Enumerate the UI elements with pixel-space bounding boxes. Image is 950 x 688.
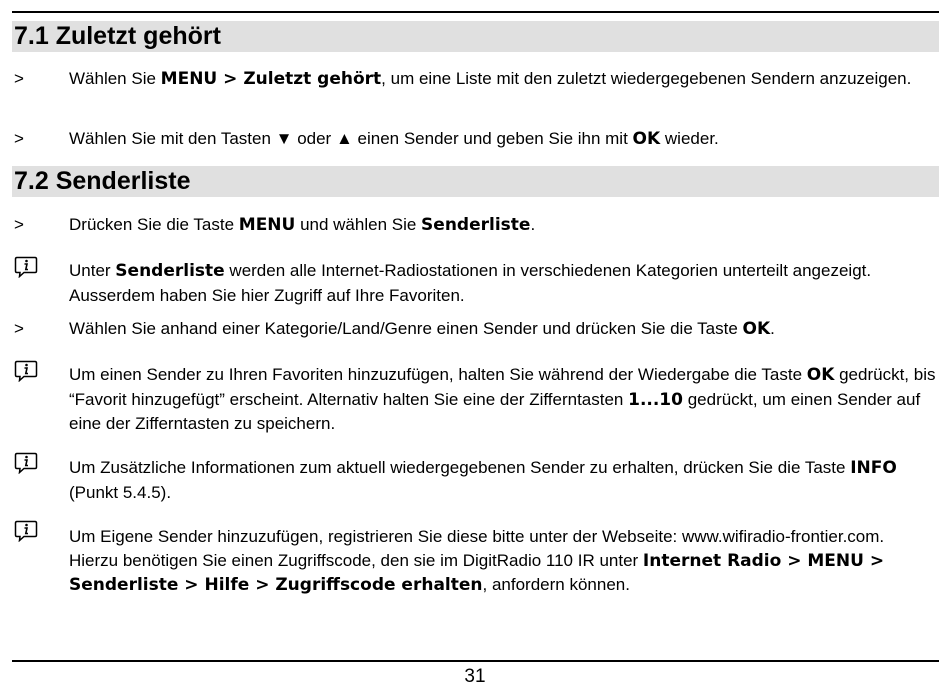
text-run: Um einen Sender zu Ihren Favoriten hinzuzufügen, halten Sie während der Wiedergabe die Taste — [69, 365, 807, 384]
text-run: gedrückt, um einen Sender auf eine der Zifferntasten zu speichern. — [69, 389, 921, 433]
bold-run: Internet Radio > MENU > Senderliste > Hilfe > Zugriffscode erhalten — [69, 550, 885, 595]
step-text — [69, 317, 937, 342]
text-run: Drücken Sie die Taste — [69, 215, 239, 234]
step-marker: > — [14, 129, 24, 148]
info-text — [69, 259, 937, 307]
top-rule — [12, 11, 939, 13]
step-marker: > — [14, 69, 24, 88]
bold-run: 1...10 — [628, 389, 683, 410]
bold-run: Senderliste — [115, 261, 225, 281]
info-text — [69, 456, 937, 504]
info-text — [69, 363, 937, 436]
section-heading-7-1: 7.1 Zuletzt gehört — [12, 21, 939, 52]
bold-run: MENU — [238, 215, 296, 235]
bold-run: MENU > Zuletzt gehört — [160, 69, 382, 89]
text-run: werden alle Internet-Radiostationen in verschiedenen Kategorien unterteilt angezeigt. Ausserdem haben Sie hier Zugriff auf Ihre Favoriten. — [69, 261, 872, 305]
info-text — [69, 525, 937, 598]
section-heading-7-2: 7.2 Senderliste — [12, 166, 939, 197]
step-text — [69, 213, 937, 238]
text-run: (Punkt 5.4.5). — [69, 482, 172, 502]
step-text — [69, 67, 937, 92]
step-marker: > — [14, 319, 24, 338]
text-run: . — [530, 215, 536, 234]
info-note-icon — [14, 256, 38, 278]
text-run: , anfordern können. — [482, 575, 630, 594]
bold-run: Senderliste — [421, 215, 531, 235]
arrow-up-icon: ▲ — [335, 129, 353, 148]
step-text — [69, 127, 937, 152]
text-run: und wählen Sie — [295, 215, 422, 234]
info-note-icon — [14, 452, 38, 474]
bottom-rule — [12, 660, 939, 662]
text-run: Wählen Sie — [69, 69, 161, 88]
text-run: Um Zusätzliche Informationen zum aktuell wiedergegebenen Sender zu erhalten, drücken Sie die Taste — [69, 458, 851, 477]
arrow-down-icon: ▼ — [275, 129, 293, 148]
text-run: , um eine Liste mit den zuletzt wiedergegebenen Sendern anzuzeigen. — [381, 69, 912, 88]
text-run: gedrückt, bis “Favorit hinzugefügt” erscheint. Alternativ halten Sie eine der Zifferntasten — [69, 365, 936, 409]
step-marker: > — [14, 215, 24, 234]
text-run: Wählen Sie mit den Tasten — [69, 129, 276, 148]
text-run: einen Sender und geben Sie ihn mit — [352, 129, 633, 148]
page-number: 31 — [464, 666, 486, 687]
text-run: Um Eigene Sender hinzuzufügen, registrieren Sie diese bitte unter der Webseite: www.wifiradio-frontier.com. Hierzu benötigen Sie einen Zugriffscode, den sie im DigitRadio 110 IR unter — [69, 527, 885, 570]
text-run: . — [770, 319, 775, 338]
text-run: oder — [292, 129, 336, 148]
text-run: Wählen Sie anhand einer Kategorie/Land/Genre einen Sender und drücken Sie die Taste — [69, 319, 743, 338]
bold-run: INFO — [850, 458, 897, 478]
bold-run: OK — [632, 129, 661, 149]
info-note-icon — [14, 360, 38, 382]
text-run: Unter — [69, 261, 116, 280]
bold-run: OK — [742, 319, 771, 339]
bold-run: OK — [806, 365, 835, 385]
info-note-icon — [14, 520, 38, 542]
text-run: wieder. — [660, 129, 719, 148]
